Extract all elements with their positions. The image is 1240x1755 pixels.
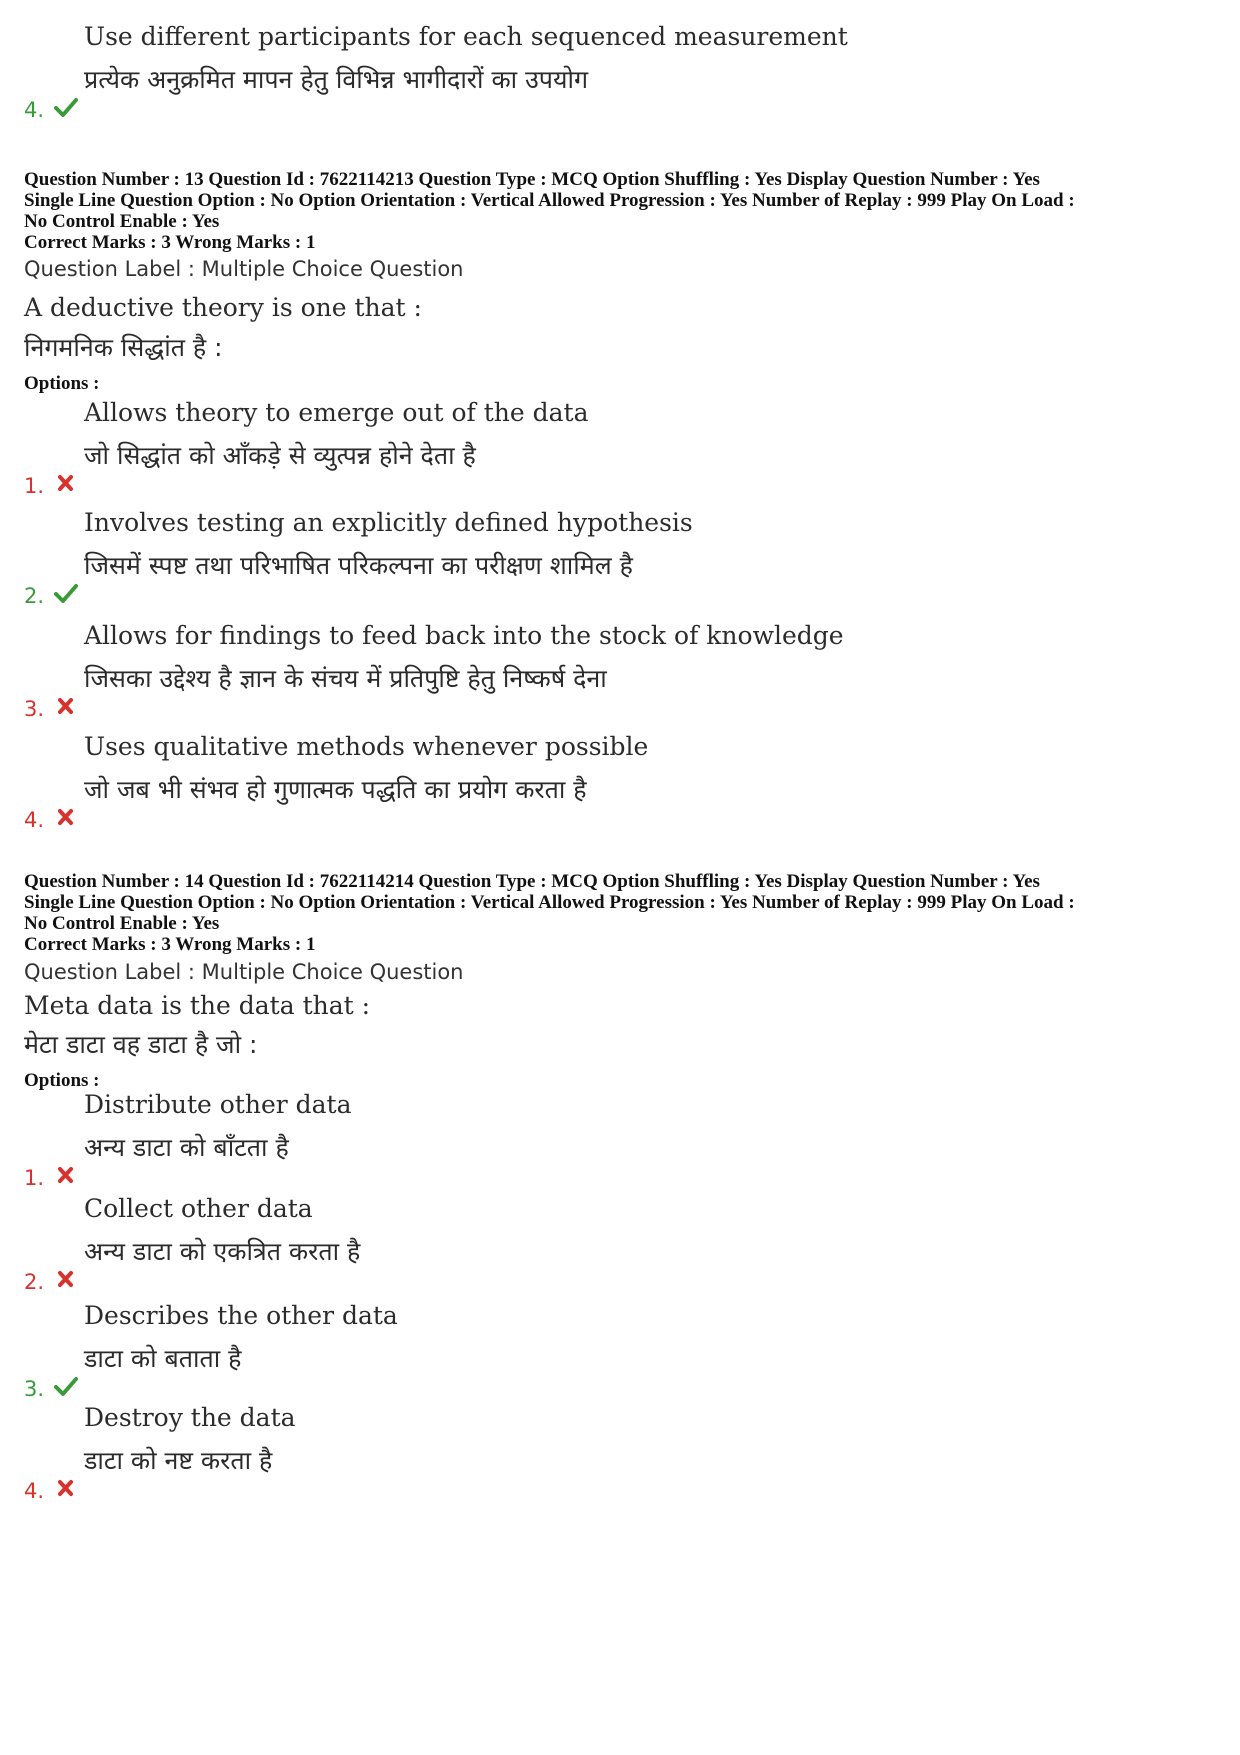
option-text-hi: जिसका उद्देश्य है ज्ञान के संचय में प्रतिपुष्टि हेतु निष्कर्ष देना xyxy=(84,664,607,693)
question-14-marks: Correct Marks : 3 Wrong Marks : 1 xyxy=(24,934,316,955)
meta-line: Question Number : 14 Question Id : 7622114214 Question Type : MCQ Option Shuffling : Yes Display Question Number : Yes xyxy=(24,871,1040,892)
cross-icon xyxy=(54,1164,78,1186)
option-number: 4. xyxy=(24,98,45,122)
option-text-hi: प्रत्येक अनुक्रमित मापन हेतु विभिन्न भागीदारों का उपयोग xyxy=(84,65,589,94)
meta-line: No Control Enable : Yes xyxy=(24,211,220,232)
option-number: 4. xyxy=(24,1479,45,1503)
option-number: 3. xyxy=(24,697,45,721)
question-13-option-2 xyxy=(24,508,1124,608)
question-13-label: Question Label : Multiple Choice Question xyxy=(24,257,464,281)
option-text-en: Describes the other data xyxy=(84,1301,398,1330)
option-text-en: Allows theory to emerge out of the data xyxy=(84,398,589,427)
cross-icon xyxy=(54,695,78,717)
option-text-en: Destroy the data xyxy=(84,1403,296,1432)
option-text-en: Distribute other data xyxy=(84,1090,352,1119)
check-icon xyxy=(54,582,78,604)
meta-line: No Control Enable : Yes xyxy=(24,913,220,934)
option-text-hi: अन्य डाटा को बाँटता है xyxy=(84,1133,289,1162)
option-text-hi: डाटा को नष्ट करता है xyxy=(84,1446,273,1475)
question-13-option-3 xyxy=(24,621,1124,721)
question-14-option-1 xyxy=(24,1090,1124,1190)
option-text-hi: डाटा को बताता है xyxy=(84,1344,242,1373)
cross-icon xyxy=(54,1477,78,1499)
option-number: 1. xyxy=(24,1166,45,1190)
check-icon xyxy=(54,96,78,118)
question-13-option-1 xyxy=(24,398,1124,498)
question-14-option-3 xyxy=(24,1301,1124,1401)
question-13-text-en: A deductive theory is one that : xyxy=(24,293,422,322)
question-14-option-4 xyxy=(24,1403,1124,1503)
question-14-option-2 xyxy=(24,1194,1124,1294)
question-13-text-hi: निगमनिक सिद्धांत है : xyxy=(24,333,223,362)
question-14-text-hi: मेटा डाटा वह डाटा है जो : xyxy=(24,1030,258,1059)
option-text-hi: अन्य डाटा को एकत्रित करता है xyxy=(84,1237,361,1266)
question-13-option-4 xyxy=(24,732,1124,832)
option-number: 2. xyxy=(24,1270,45,1294)
option-text-en: Involves testing an explicitly defined hypothesis xyxy=(84,508,693,537)
question-14-meta xyxy=(24,871,1224,934)
meta-line: Question Number : 13 Question Id : 7622114213 Question Type : MCQ Option Shuffling : Yes Display Question Number : Yes xyxy=(24,169,1040,190)
meta-line: Single Line Question Option : No Option Orientation : Vertical Allowed Progression : Yes Number of Replay : 999 Play On Load : xyxy=(24,190,1075,211)
option-text-hi: जो सिद्धांत को आँकड़े से व्युत्पन्न होने देता है xyxy=(84,441,476,470)
question-14-text-en: Meta data is the data that : xyxy=(24,991,371,1020)
option-text-hi: जिसमें स्पष्ट तथा परिभाषित परिकल्पना का परीक्षण शामिल है xyxy=(84,551,633,580)
question-14-options-label: Options : xyxy=(24,1070,100,1091)
check-icon xyxy=(54,1375,78,1397)
option-text-en: Use different participants for each sequenced measurement xyxy=(84,22,848,51)
question-13-meta xyxy=(24,169,1224,232)
option-text-hi: जो जब भी संभव हो गुणात्मक पद्धति का प्रयोग करता है xyxy=(84,775,587,804)
option-text-en: Allows for findings to feed back into the stock of knowledge xyxy=(84,621,844,650)
question-14-label: Question Label : Multiple Choice Question xyxy=(24,960,464,984)
cross-icon xyxy=(54,806,78,828)
option-number: 4. xyxy=(24,808,45,832)
option-number: 1. xyxy=(24,474,45,498)
question-13-options-label: Options : xyxy=(24,373,100,394)
option-text-en: Collect other data xyxy=(84,1194,313,1223)
option-number: 3. xyxy=(24,1377,45,1401)
meta-line: Single Line Question Option : No Option Orientation : Vertical Allowed Progression : Yes Number of Replay : 999 Play On Load : xyxy=(24,892,1075,913)
prev-option-4 xyxy=(24,22,1124,122)
cross-icon xyxy=(54,472,78,494)
question-13-marks: Correct Marks : 3 Wrong Marks : 1 xyxy=(24,232,316,253)
option-number: 2. xyxy=(24,584,45,608)
cross-icon xyxy=(54,1268,78,1290)
option-text-en: Uses qualitative methods whenever possible xyxy=(84,732,649,761)
